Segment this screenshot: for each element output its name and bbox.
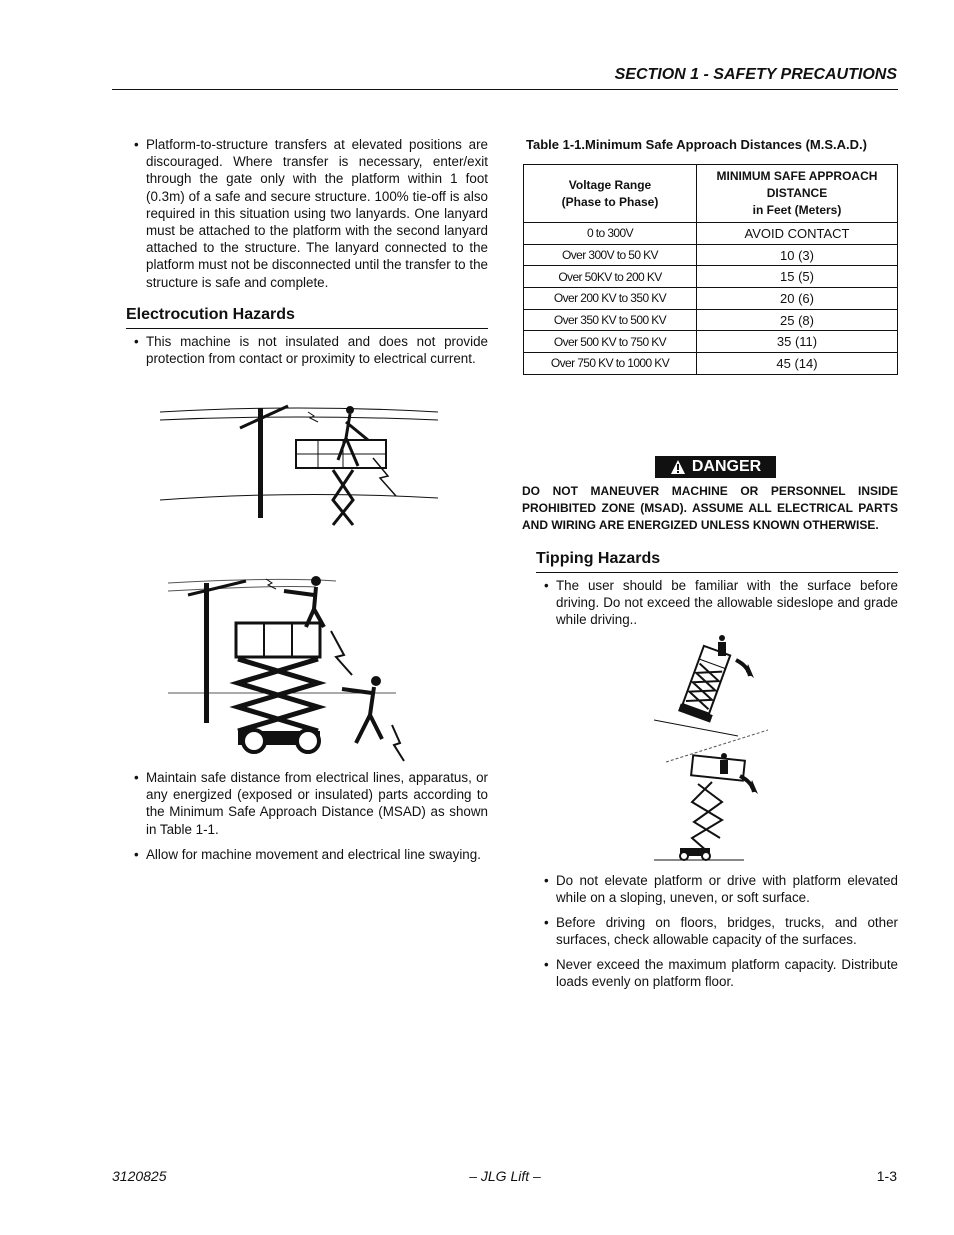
voltage-cell: 0 to 300V [524,223,697,245]
voltage-cell: Over 750 KV to 1000 KV [524,353,697,375]
voltage-cell: Over 500 KV to 750 KV [524,331,697,353]
list-item: • Platform-to-structure transfers at elevated positions are discouraged. Where transfer is necessary, enter/exit through the gate only with the platform within 1 foot (0.3m) of a safe and secure structure. 100% tie-off is also required in this situation using two lanyards. One lanyard must be attached to the platform with the second lanyard attached to the structure. The lanyard connected to the platform must not be disconnected until the transfer to the structure is safe and complete. [134,137,488,290]
tipping-bullet-2: Do not elevate platform or drive with platform elevated while on a sloping, uneven, or soft surface. [556,873,898,906]
intro-bullet-text: Platform-to-structure transfers at elevated positions are discouraged. Where transfer is necessary, enter/exit through the gate only with the platform within 1 foot (0.3m) of a safe and secure structure. 100% tie-off is also required in this situation using two lanyards. One lanyard must be attached to the platform with the second lanyard attached to the structure. The lanyard connected to the platform must not be disconnected until the transfer to the structure is safe and complete. [146,137,488,290]
electrocution-heading: Electrocution Hazards [126,306,295,323]
list-item: • Maintain safe distance from electrical lines, apparatus, or any energized (exposed or insulated) parts according to the Minimum Safe Approach Distance (MSAD) as shown in Table 1-1. [134,770,488,837]
distance-cell: AVOID CONTACT [697,223,898,245]
distance-cell: 25 (8) [697,309,898,331]
header-divider [112,89,898,90]
footer-doc-number: 3120825 [112,1168,167,1184]
table-header-row [524,165,898,223]
msad-table [523,164,898,375]
tipping-bullet-4: Never exceed the maximum platform capacity. Distribute loads evenly on platform floor. [556,957,898,990]
list-item: • Allow for machine movement and electrical line swaying. [134,847,481,862]
distance-cell: 45 (14) [697,353,898,375]
list-item: • Do not elevate platform or drive with platform elevated while on a sloping, uneven, or soft surface. [544,873,898,906]
electrocution-bullet-3: Allow for machine movement and electrical line swaying. [146,847,481,862]
voltage-cell: Over 200 KV to 350 KV [524,288,697,310]
tipping-bullet-1: The user should be familiar with the surface before driving. Do not exceed the allowable sideslope and grade while driving.. [556,578,898,628]
footer-page-number: 1-3 [876,1168,897,1184]
list-item: • Never exceed the maximum platform capacity. Distribute loads evenly on platform floor. [544,957,898,990]
heading-underline [536,572,898,573]
table-row [524,288,898,310]
header-min-distance: MINIMUM SAFE APPROACH DISTANCE in Feet (Meters) [697,165,898,223]
table-row [524,309,898,331]
footer-publisher: – JLG Lift – [469,1168,541,1184]
danger-message: DO NOT MANEUVER MACHINE OR PERSONNEL INSIDE PROHIBITED ZONE (MSAD). ASSUME ALL ELECTRICAL PARTS AND WIRING ARE ENERGIZED UNLESS KNOWN OTHERWISE. [522,484,898,533]
distance-cell: 15 (5) [697,266,898,288]
distance-cell: 35 (11) [697,331,898,353]
voltage-cell: Over 350 KV to 500 KV [524,309,697,331]
voltage-cell: Over 50KV to 200 KV [524,266,697,288]
distance-cell: 10 (3) [697,244,898,266]
table-row [524,223,898,245]
warning-triangle-icon [670,459,686,475]
distance-cell: 20 (6) [697,288,898,310]
power-line-platform-illustration [158,400,440,528]
table-row [524,244,898,266]
scissor-lift-electrocution-illustration [166,575,416,765]
table-row [524,266,898,288]
tipping-lift-illustration [652,632,772,864]
electrocution-bullet-1: This machine is not insulated and does not provide protection from contact or proximity to electrical current. [146,334,488,367]
list-item: • Before driving on floors, bridges, trucks, and other surfaces, check allowable capacity of the surfaces. [544,915,898,948]
header-voltage-range: Voltage Range (Phase to Phase) [524,165,697,223]
danger-label-text: DANGER [691,458,762,475]
electrocution-bullet-2: Maintain safe distance from electrical lines, apparatus, or any energized (exposed or insulated) parts according to the Minimum Safe Approach Distance (MSAD) as shown in Table 1-1. [146,770,488,837]
danger-label [655,456,776,478]
table-row [524,353,898,375]
voltage-cell: Over 300V to 50 KV [524,244,697,266]
tipping-heading: Tipping Hazards [536,550,661,567]
tipping-bullet-3: Before driving on floors, bridges, trucks, and other surfaces, check allowable capacity of the surfaces. [556,915,898,948]
table-title: Table 1-1.Minimum Safe Approach Distances (M.S.A.D.) [526,137,867,152]
section-title: SECTION 1 - SAFETY PRECAUTIONS [614,66,897,83]
list-item: • This machine is not insulated and does not provide protection from contact or proximity to electrical current. [134,334,488,367]
list-item: • The user should be familiar with the surface before driving. Do not exceed the allowable sideslope and grade while driving.. [544,578,898,628]
table-row [524,331,898,353]
heading-underline [126,328,488,329]
